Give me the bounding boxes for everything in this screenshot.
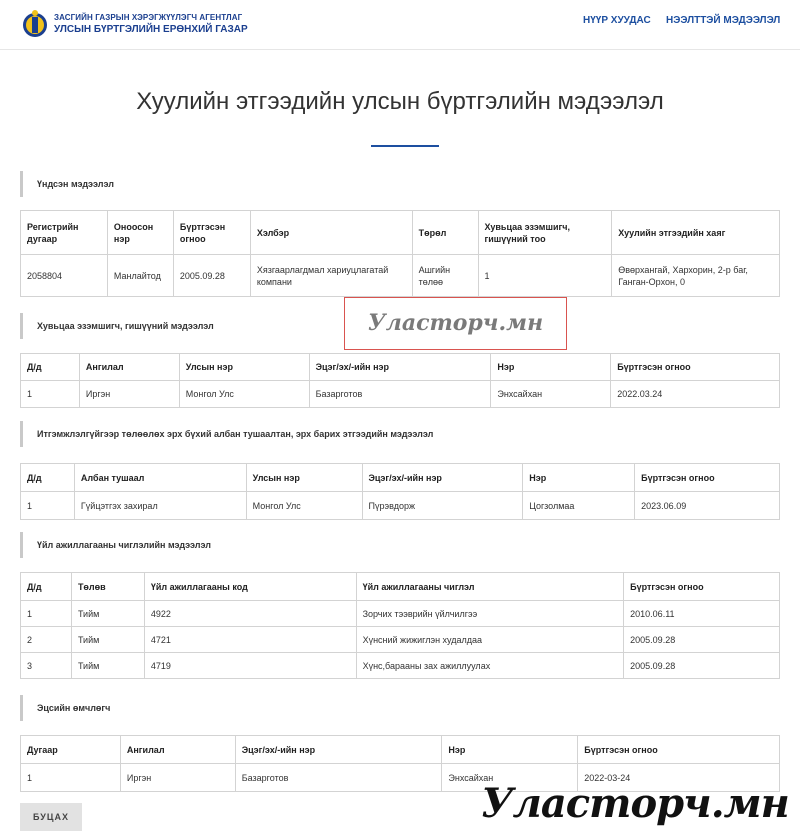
col-header: Эцэг/эх/-ийн нэр <box>309 354 491 381</box>
col-header: Үйл ажиллагааны чиглэл <box>356 573 624 601</box>
nav-open-data-link[interactable]: НЭЭЛТТЭЙ МЭДЭЭЛЭЛ <box>666 15 781 26</box>
table-row <box>21 381 780 408</box>
watermark-box <box>344 297 567 350</box>
col-header: Эцэг/эх/-ийн нэр <box>362 464 523 492</box>
col-header: Д/д <box>21 573 72 601</box>
cell-category: Иргэн <box>120 764 235 792</box>
cell-status: Тийм <box>71 627 144 653</box>
cell-activity-name: Зорчих тээврийн үйлчилгээ <box>356 601 624 627</box>
col-header: Улсын нэр <box>179 354 309 381</box>
table-header-row <box>21 736 780 764</box>
col-header: Регистрийн дугаар <box>21 211 108 255</box>
cell-parent-name: Базарготов <box>235 764 442 792</box>
table-header-row <box>21 354 780 381</box>
cell-given-name: Энхсайхан <box>442 764 578 792</box>
col-header: Хуулийн этгээдийн хаяг <box>612 211 780 255</box>
col-header: Нэр <box>442 736 578 764</box>
cell-address: Өвөрхангай, Хархорин, 2-р баг, Ганган-Орхон, 0 <box>612 255 780 297</box>
cell-date: 2022-03-24 <box>578 764 780 792</box>
cell-member-count: 1 <box>478 255 612 297</box>
col-header: Дугаар <box>21 736 121 764</box>
cell-parent-name: Базарготов <box>309 381 491 408</box>
col-header: Хэлбэр <box>250 211 412 255</box>
cell-name: Манлайтод <box>107 255 173 297</box>
cell-position: Гүйцэтгэх захирал <box>74 492 246 520</box>
cell-date: 2005.09.28 <box>624 627 780 653</box>
basic-info-table <box>20 210 780 297</box>
cell-status: Тийм <box>71 653 144 679</box>
cell-activity-code: 4719 <box>144 653 356 679</box>
shareholders-table <box>20 353 780 408</box>
section-representatives: Итгэмжлэлгүйгээр төлөөлөх эрх бүхий албан тушаалтан, эрх барих этгээдийн мэдээлэл <box>20 421 433 447</box>
nav-home-link[interactable]: НҮҮР ХУУДАС <box>583 15 651 26</box>
table-header-row <box>21 573 780 601</box>
cell-given-name: Энхсайхан <box>491 381 611 408</box>
col-header: Оноосон нэр <box>107 211 173 255</box>
cell-country: Монгол Улс <box>179 381 309 408</box>
col-header: Бүртгэсэн огноо <box>624 573 780 601</box>
table-row <box>21 492 780 520</box>
representatives-table <box>20 463 780 520</box>
table-header-row <box>21 211 780 255</box>
cell-date: 2005.09.28 <box>173 255 250 297</box>
cell-country: Монгол Улс <box>246 492 362 520</box>
col-header: Эцэг/эх/-ийн нэр <box>235 736 442 764</box>
cell-date: 2022.03.24 <box>611 381 780 408</box>
col-header: Бүртгэсэн огноо <box>611 354 780 381</box>
agency-name: УЛСЫН БҮРТГЭЛИЙН ЕРӨНХИЙ ГАЗАР <box>54 24 248 35</box>
col-header: Хувьцаа эзэмшигч, гишүүний тоо <box>478 211 612 255</box>
cell-date: 2010.06.11 <box>624 601 780 627</box>
section-activities: Үйл ажиллагааны чиглэлийн мэдээлэл <box>20 532 211 558</box>
cell-form: Хязгаарлагдмал хариуцлагатай компани <box>250 255 412 297</box>
table-row <box>21 627 780 653</box>
cell-activity-code: 4922 <box>144 601 356 627</box>
cell-category: Иргэн <box>79 381 179 408</box>
activities-table <box>20 572 780 679</box>
cell-index: 2 <box>21 627 72 653</box>
cell-status: Тийм <box>71 601 144 627</box>
col-header: Төлөв <box>71 573 144 601</box>
cell-activity-name: Хүнс,барааны зах ажиллуулах <box>356 653 624 679</box>
agency-parent-name: ЗАСГИЙН ГАЗРЫН ХЭРЭГЖҮҮЛЭГЧ АГЕНТЛАГ <box>54 13 243 22</box>
col-header: Д/д <box>21 354 80 381</box>
col-header: Бүртгэсэн огноо <box>635 464 780 492</box>
col-header: Д/д <box>21 464 75 492</box>
cell-register-number: 2058804 <box>21 255 108 297</box>
back-button[interactable]: БУЦАХ <box>20 803 82 831</box>
top-navbar <box>0 0 800 50</box>
table-row <box>21 255 780 297</box>
section-basic-info: Үндсэн мэдээлэл <box>20 171 114 197</box>
cell-index: 1 <box>21 601 72 627</box>
title-underline <box>371 145 439 147</box>
col-header: Нэр <box>523 464 635 492</box>
col-header: Бүртгэсэн огноо <box>578 736 780 764</box>
col-header: Улсын нэр <box>246 464 362 492</box>
col-header: Нэр <box>491 354 611 381</box>
cell-index: 1 <box>21 492 75 520</box>
col-header: Бүртгэсэн огноо <box>173 211 250 255</box>
col-header: Албан тушаал <box>74 464 246 492</box>
table-row <box>21 653 780 679</box>
col-header: Төрөл <box>412 211 478 255</box>
cell-date: 2023.06.09 <box>635 492 780 520</box>
cell-activity-code: 4721 <box>144 627 356 653</box>
cell-parent-name: Пүрэвдорж <box>362 492 523 520</box>
table-header-row <box>21 464 780 492</box>
emblem-logo <box>22 8 48 42</box>
cell-date: 2005.09.28 <box>624 653 780 679</box>
section-beneficiary: Эцсийн өмчлөгч <box>20 695 110 721</box>
cell-number: 1 <box>21 764 121 792</box>
watermark-logo: Уласторч.мн <box>367 310 544 336</box>
section-shareholders: Хувьцаа эзэмшигч, гишүүний мэдээлэл <box>20 313 214 339</box>
col-header: Ангилал <box>79 354 179 381</box>
watermark-logo-large: Уласторч.мн <box>481 780 789 827</box>
cell-type: Ашгийн төлөө <box>412 255 478 297</box>
col-header: Ангилал <box>120 736 235 764</box>
cell-index: 3 <box>21 653 72 679</box>
cell-given-name: Цогзолмаа <box>523 492 635 520</box>
page-title: Хуулийн этгээдийн улсын бүртгэлийн мэдээлэл <box>136 88 664 115</box>
col-header: Үйл ажиллагааны код <box>144 573 356 601</box>
cell-activity-name: Хүнсний жижиглэн худалдаа <box>356 627 624 653</box>
cell-index: 1 <box>21 381 80 408</box>
table-row <box>21 601 780 627</box>
